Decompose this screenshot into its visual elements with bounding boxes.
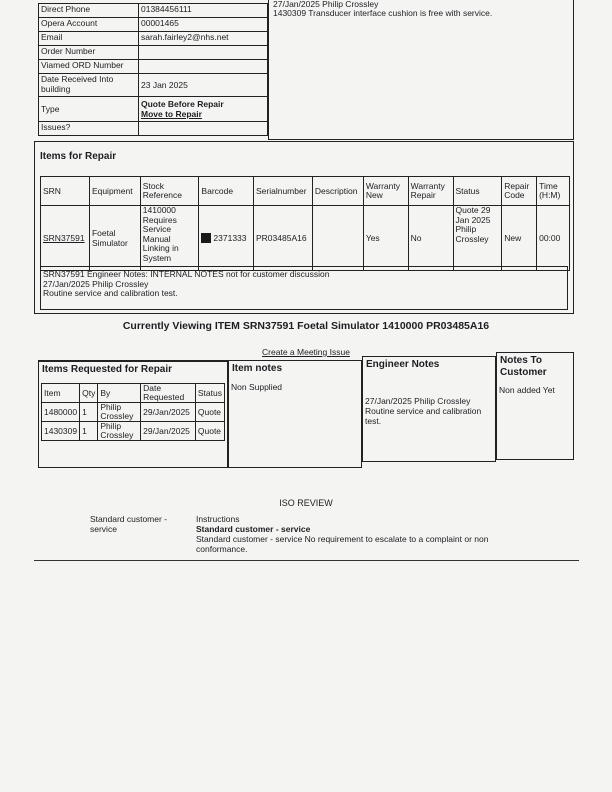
repair-code-cell: New <box>502 206 537 271</box>
panel-title: Engineer Notes <box>366 359 440 370</box>
column-header: Stock Reference <box>140 177 199 206</box>
table-row <box>39 18 268 32</box>
divider <box>34 560 579 561</box>
serial-cell: PR03485A16 <box>254 206 313 271</box>
table-row <box>42 403 225 422</box>
table-header-row <box>42 384 225 403</box>
field-label: Date Received Into building <box>39 74 139 97</box>
time-cell: 00:00 <box>537 206 570 271</box>
field-label: Order Number <box>39 46 139 60</box>
issues-value <box>139 122 268 136</box>
note-line: Routine service and calibration test. <box>43 288 178 298</box>
notes-to-customer-panel <box>496 352 574 460</box>
item-cell: 1430309 <box>42 422 80 441</box>
table-row <box>39 74 268 97</box>
column-header: Warranty Repair <box>408 177 453 206</box>
panel-title: Notes To Customer <box>500 355 547 378</box>
iso-instructions <box>196 514 526 554</box>
by-cell: Philip Crossley <box>98 422 141 441</box>
note-line: 27/Jan/2025 Philip Crossley <box>273 0 379 9</box>
column-header: Warranty New <box>363 177 408 206</box>
customer-notes-text: Non added Yet <box>499 385 555 395</box>
column-header: SRN <box>41 177 90 206</box>
barcode-value: 2371333 <box>213 232 247 243</box>
engineer-notes-panel <box>362 356 496 462</box>
qty-cell: 1 <box>80 422 98 441</box>
date-cell: 29/Jan/2025 <box>141 403 196 422</box>
account-value: 00001465 <box>139 18 268 32</box>
item-notes-text: Non Supplied <box>231 382 283 392</box>
note-line: 27/Jan/2025 Philip Crossley <box>365 396 471 406</box>
barcode-cell <box>199 206 254 271</box>
status-cell: Quote <box>195 422 224 441</box>
table-row <box>39 60 268 74</box>
table-row <box>39 46 268 60</box>
field-label: Email <box>39 32 139 46</box>
type-value: Quote Before Repair <box>141 99 224 109</box>
note-line: Routine service and calibration test. <box>365 406 482 426</box>
table-row <box>39 122 268 136</box>
panel-title: Items Requested for Repair <box>42 364 173 375</box>
iso-review-title: ISO REVIEW <box>279 498 333 508</box>
ord-number-value <box>139 60 268 74</box>
create-meeting-issue-link[interactable]: Create a Meeting Issue <box>262 347 350 357</box>
qty-cell: 1 <box>80 403 98 422</box>
column-header: Date Requested <box>141 384 196 403</box>
order-number-value <box>139 46 268 60</box>
phone-value: 01384456111 <box>139 4 268 18</box>
column-header: Equipment <box>89 177 140 206</box>
warranty-repair-cell: No <box>408 206 453 271</box>
contact-table <box>38 3 268 136</box>
item-cell: 1480000 <box>42 403 80 422</box>
table-row <box>42 422 225 441</box>
requested-items-table <box>41 383 225 441</box>
item-detail-panels <box>38 352 574 462</box>
currently-viewing-title: Currently Viewing ITEM SRN37591 Foetal Simulator 1410000 PR03485A16 <box>122 320 490 332</box>
equipment-cell: Foetal Simulator <box>89 206 140 271</box>
engineer-internal-notes <box>40 266 568 310</box>
column-header: Qty <box>80 384 98 403</box>
instructions-text: Standard customer - service No requirement to escalate to a complaint or non conformance. <box>196 534 489 554</box>
table-row <box>39 97 268 122</box>
items-requested-panel <box>38 360 228 468</box>
column-header: Repair Code <box>502 177 537 206</box>
section-title: Items for Repair <box>40 151 117 162</box>
dot-marker: . <box>40 170 43 179</box>
column-header: Status <box>453 177 502 206</box>
column-header: Description <box>312 177 363 206</box>
note-line: 1430309 Transducer interface cushion is free with service. <box>273 8 493 18</box>
field-label: Opera Account <box>39 18 139 32</box>
table-header-row <box>41 177 570 206</box>
column-header: Barcode <box>199 177 254 206</box>
item-notes-panel <box>228 360 362 468</box>
engineer-notes-text <box>363 372 495 426</box>
column-header: Status <box>195 384 224 403</box>
column-header: Item <box>42 384 80 403</box>
column-header: By <box>98 384 141 403</box>
table-row <box>41 206 570 271</box>
instructions-label: Instructions <box>196 514 240 524</box>
stock-reference-cell: 1410000 Requires Service Manual Linking in System <box>140 206 199 271</box>
description-cell <box>312 206 363 271</box>
field-label: Issues? <box>39 122 139 136</box>
table-row <box>39 4 268 18</box>
field-label: Direct Phone <box>39 4 139 18</box>
top-notes-panel <box>268 0 574 140</box>
by-cell: Philip Crossley <box>98 403 141 422</box>
move-to-repair-link[interactable]: Move to Repair <box>141 109 202 119</box>
instructions-heading: Standard customer - service <box>196 524 311 534</box>
date-cell: 29/Jan/2025 <box>141 422 196 441</box>
barcode-icon <box>201 233 211 243</box>
warranty-new-cell: Yes <box>363 206 408 271</box>
status-cell: Quote <box>195 403 224 422</box>
column-header: Serialnumber <box>254 177 313 206</box>
field-label: Type <box>39 97 139 122</box>
note-line: 27/Jan/2025 Philip Crossley <box>43 278 149 289</box>
table-row <box>39 32 268 46</box>
note-line: SRN37591 Engineer Notes: INTERNAL NOTES not for customer discussion <box>43 269 330 279</box>
panel-title: Item notes <box>232 363 283 374</box>
iso-category-label: Standard customer - service <box>90 514 168 534</box>
email-value: sarah.fairley2@nhs.net <box>139 32 268 46</box>
column-header: Time (H:M) <box>537 177 570 206</box>
date-received-value: 23 Jan 2025 <box>139 74 268 97</box>
status-cell: Quote 29 Jan 2025 Philip Crossley <box>453 206 502 271</box>
field-label: Viamed ORD Number <box>39 60 139 74</box>
repair-table <box>40 176 570 271</box>
srn-link[interactable]: SRN37591 <box>41 206 90 271</box>
